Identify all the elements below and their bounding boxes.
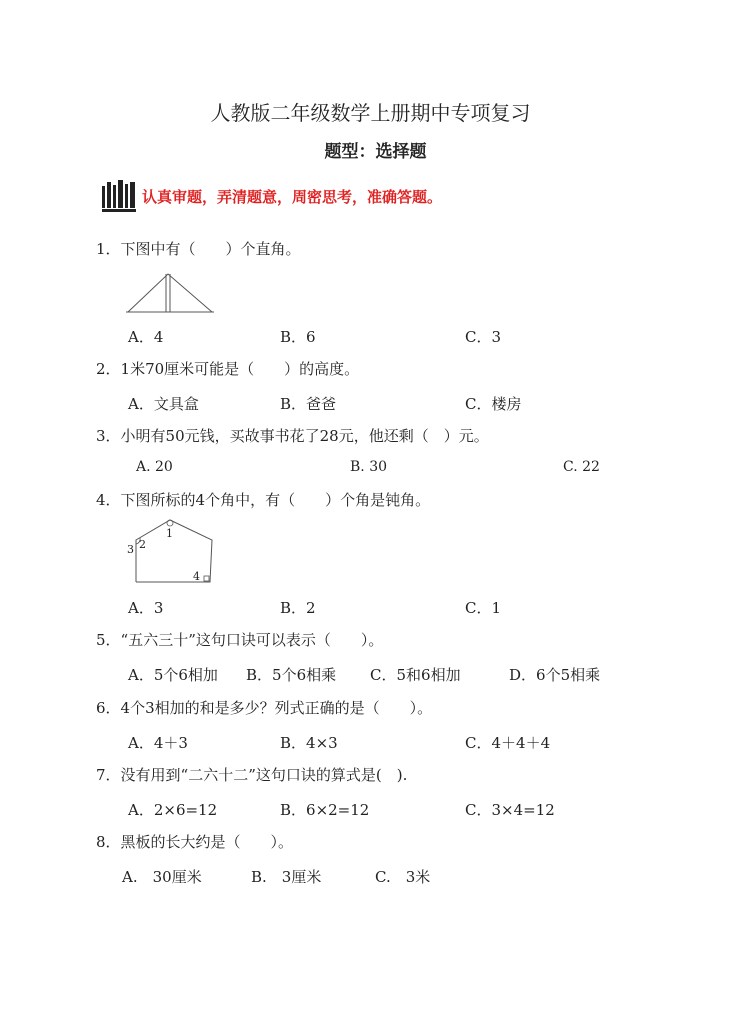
q4-option-b: B．2	[280, 599, 316, 617]
q3-option-b: B. 30	[350, 459, 388, 475]
q7-option-c: C．3×4=12	[465, 801, 555, 819]
q3-option-c: C. 22	[563, 459, 600, 475]
angle-label-2: 2	[139, 538, 146, 551]
q8-option-a: A. 30厘米	[122, 868, 202, 886]
q4-option-c: C．1	[465, 599, 502, 617]
question-8: 8．黑板的长大约是（ ）。	[96, 833, 294, 851]
q4-option-a: A．3	[128, 599, 164, 617]
q1-option-b: B．6	[280, 328, 316, 346]
q6-option-c: C．4＋4＋4	[465, 734, 551, 752]
question-2: 2．1米70厘米可能是（ ）的高度。	[96, 360, 360, 378]
instruction-banner: 认真审题，弄清题意，周密思考，准确答题。	[142, 188, 443, 206]
angle-label-3: 3	[127, 543, 134, 556]
q5-option-d: D．6个5相乘	[509, 666, 601, 684]
question-3: 3．小明有50元钱，买故事书花了28元，他还剩（ ）元。	[96, 427, 489, 445]
q3-option-a: A. 20	[136, 459, 173, 475]
q7-option-a: A．2×6=12	[128, 801, 218, 819]
question-5: 5．“五六三十”这句口诀可以表示（ ）。	[96, 631, 384, 649]
q1-option-a: A．4	[128, 328, 164, 346]
page-title: 人教版二年级数学上册期中专项复习	[210, 101, 531, 125]
question-6: 6．4个3相加的和是多少？列式正确的是（ ）。	[96, 699, 433, 717]
triangle-figure	[126, 270, 214, 316]
q2-option-a: A．文具盒	[128, 395, 199, 413]
q6-option-b: B．4×3	[280, 734, 338, 752]
q8-option-b: B. 3厘米	[251, 868, 322, 886]
house-figure	[124, 516, 216, 586]
angle-label-4: 4	[193, 570, 200, 583]
q6-option-a: A．4＋3	[128, 734, 188, 752]
question-4: 4．下图所标的4个角中，有（ ）个角是钝角。	[96, 491, 431, 509]
angle-label-1: 1	[166, 527, 173, 540]
q5-option-c: C．5和6相加	[370, 666, 461, 684]
q5-option-a: A．5个6相加	[128, 666, 218, 684]
books-icon	[102, 180, 136, 212]
q5-option-b: B．5个6相乘	[246, 666, 337, 684]
q2-option-c: C．楼房	[465, 395, 522, 413]
q7-option-b: B．6×2=12	[280, 801, 370, 819]
page-subtitle: 题型：选择题	[324, 142, 427, 162]
q1-option-c: C．3	[465, 328, 502, 346]
question-7: 7．没有用到“二六十二”这句口诀的算式是( ).	[96, 766, 408, 784]
q2-option-b: B．爸爸	[280, 395, 337, 413]
question-1: 1．下图中有（ ）个直角。	[96, 240, 301, 258]
q8-option-c: C. 3米	[375, 868, 431, 886]
